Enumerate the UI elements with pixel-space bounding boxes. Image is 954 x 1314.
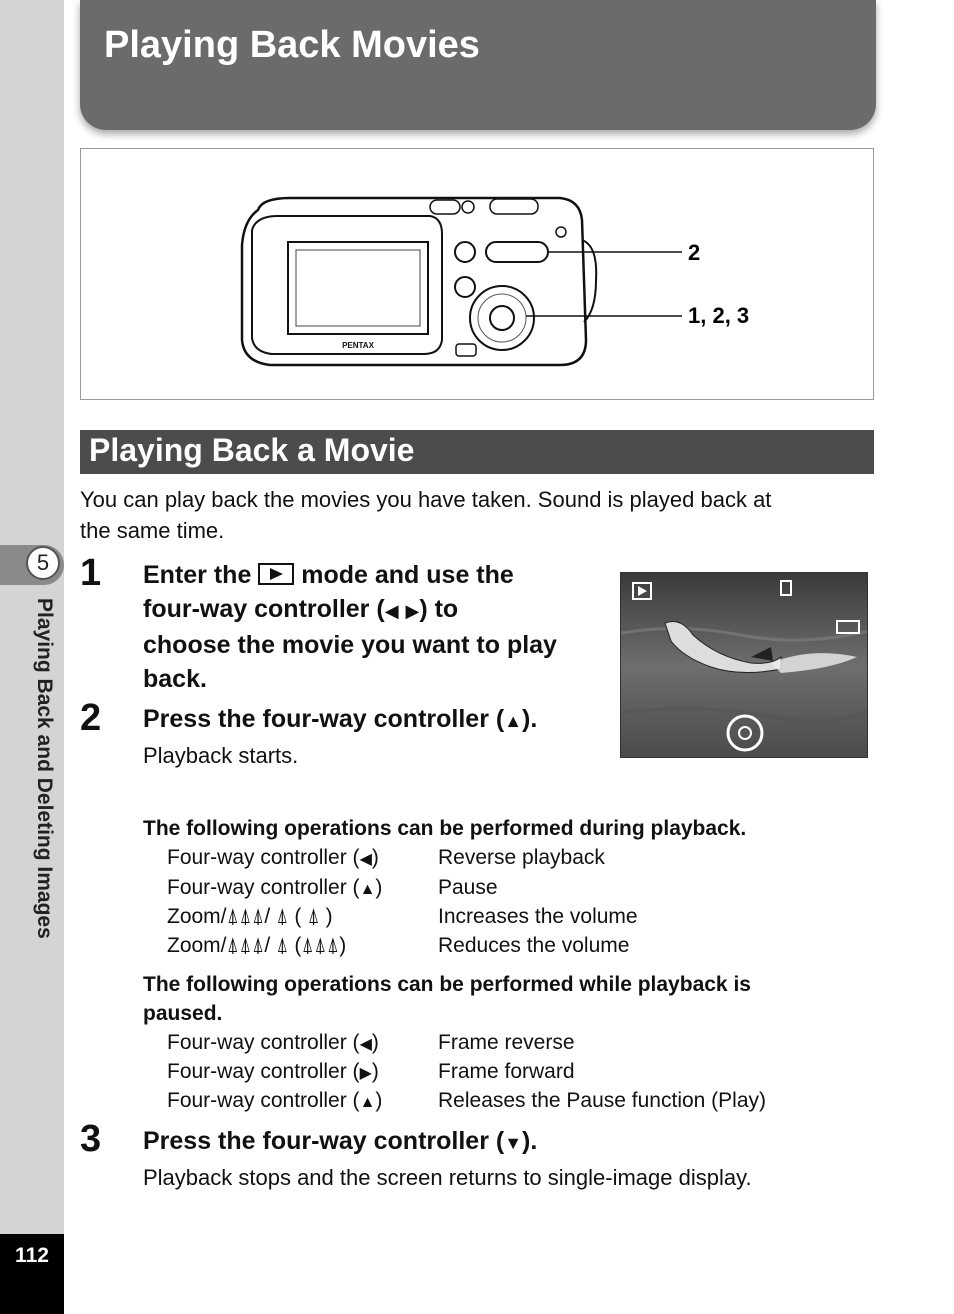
- step-text: choose the movie you want to play: [143, 631, 557, 659]
- step-text: ).: [522, 705, 538, 733]
- chapter-title: Playing Back and Deleting Images: [33, 598, 56, 939]
- operation-action: Pause: [438, 876, 498, 899]
- section-title: Playing Back a Movie: [89, 432, 415, 468]
- up-arrow-icon: ▲: [359, 881, 376, 898]
- page-title: Playing Back Movies: [104, 24, 480, 66]
- intro-line: the same time.: [80, 518, 225, 543]
- left-arrow-icon: ◀: [359, 851, 372, 868]
- step-2-title: [143, 702, 537, 738]
- left-arrow-icon: ◀: [384, 601, 399, 621]
- operation-action: Frame reverse: [438, 1031, 575, 1054]
- camera-illustration: [230, 190, 700, 375]
- operation-action: Reverse playback: [438, 846, 605, 869]
- right-arrow-icon: ▶: [405, 601, 420, 621]
- operation-action: Reduces the volume: [438, 934, 630, 957]
- left-arrow-icon: ◀: [359, 1036, 372, 1053]
- page-number: 112: [15, 1244, 49, 1267]
- playback-mode-icon: [258, 558, 294, 592]
- brand-label: PENTAX: [342, 341, 374, 350]
- step-3-title: [143, 1124, 537, 1160]
- zoom-wide-icon: ⍋⍋⍋/ ⍋: [226, 934, 295, 957]
- step-text: mode and use the: [301, 561, 514, 589]
- step-text: ) to: [419, 595, 459, 623]
- step-text: four-way controller (: [143, 595, 385, 623]
- down-arrow-icon: ▼: [504, 1133, 523, 1153]
- step-number: 2: [80, 697, 102, 739]
- operations-heading: The following operations can be performed during playback.: [143, 817, 747, 840]
- callout-label-2: 1, 2, 3: [688, 303, 750, 328]
- operation-action: Increases the volume: [438, 905, 638, 928]
- step-1-title: [143, 558, 613, 696]
- right-arrow-icon: ▶: [359, 1065, 372, 1082]
- step-number: 1: [80, 552, 102, 594]
- up-arrow-icon: ▲: [359, 1094, 376, 1111]
- step-text: Enter the: [143, 561, 252, 589]
- step-text: Press the four-way controller (: [143, 705, 505, 733]
- step-text: back.: [143, 665, 207, 693]
- zoom-wide-icon: (⍋⍋⍋): [294, 934, 347, 957]
- callout-label-1: 2: [688, 240, 701, 265]
- up-arrow-icon: ▲: [504, 711, 523, 731]
- step-number: 3: [80, 1118, 102, 1160]
- step-text: Press the four-way controller (: [143, 1127, 505, 1155]
- playback-screen-image: [620, 572, 868, 758]
- intro-paragraph: [80, 484, 880, 546]
- operation-action: Frame forward: [438, 1060, 575, 1083]
- zoom-tele-icon: ( ⍋ ): [294, 905, 333, 928]
- chapter-number: 5: [26, 546, 60, 580]
- zoom-wide-icon: ⍋⍋⍋/ ⍋: [226, 905, 295, 928]
- operations-heading: The following operations can be performed while playback is paused.: [143, 973, 751, 1025]
- step-2-desc: Playback starts.: [143, 743, 299, 768]
- intro-line: You can play back the movies you have taken. Sound is played back at: [80, 487, 772, 512]
- operation-action: Releases the Pause function (Play): [438, 1089, 767, 1112]
- step-text: ).: [522, 1127, 538, 1155]
- step-3-desc: Playback stops and the screen returns to single-image display.: [143, 1165, 752, 1190]
